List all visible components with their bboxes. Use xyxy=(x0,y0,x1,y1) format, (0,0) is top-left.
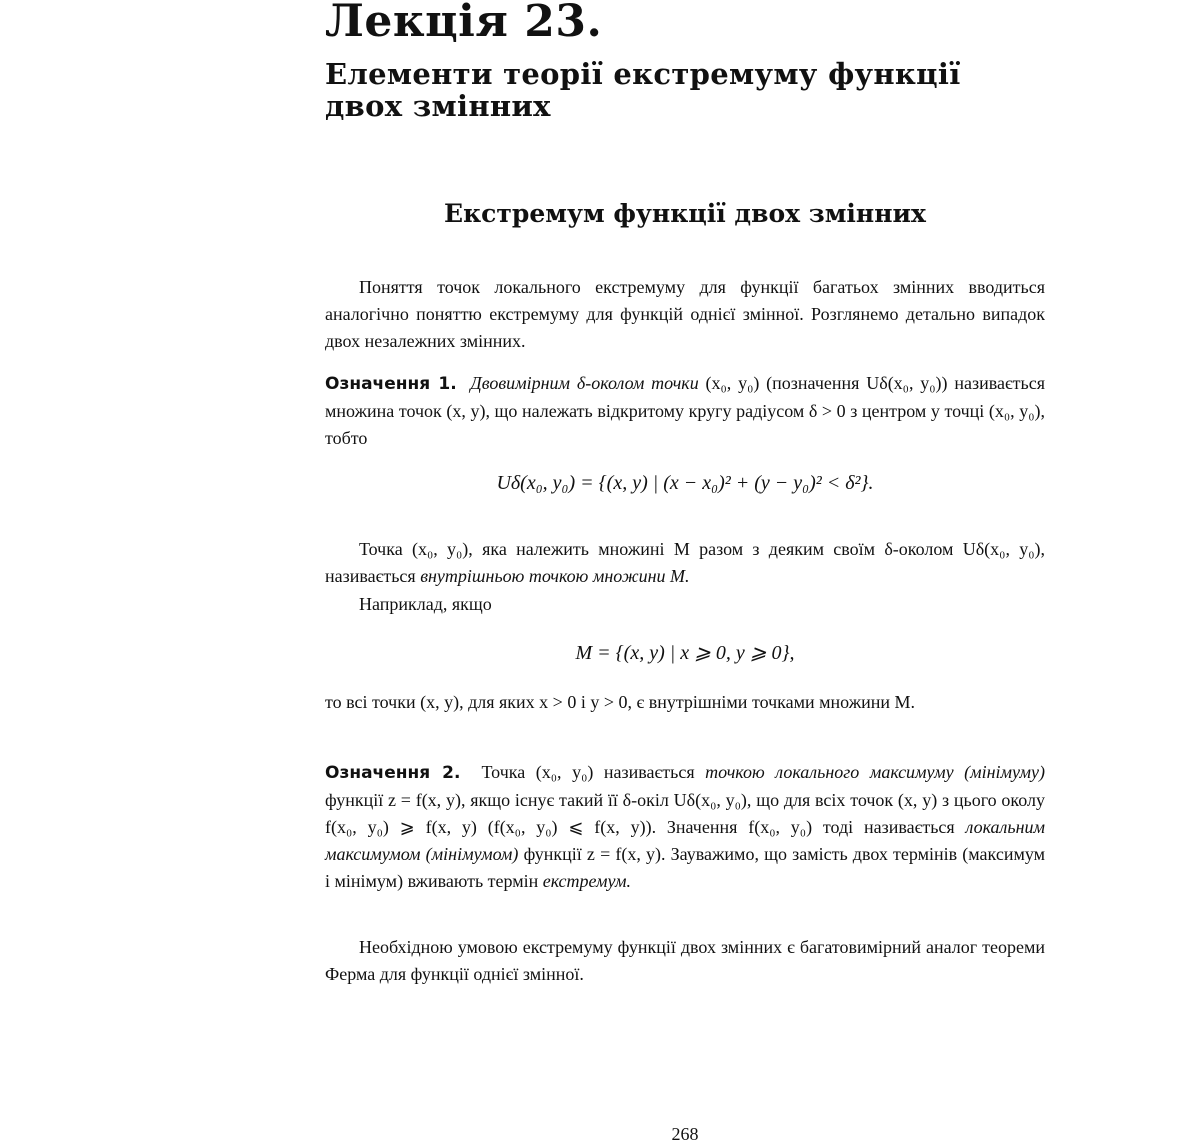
definition-2-term3: екстремум. xyxy=(542,871,632,891)
definition-2-part2: функції z = f(x, y), якщо існує такий її δ-окіл Uδ(x₀, y₀), що для всіх точок (x, y) з цього околу f(x₀, y₀) ⩾ f(x, y) (f(x₀, y₀) ⩽ f(x, y)). Значення f(x₀, y₀) тоді називається xyxy=(325,790,1045,837)
definition-1-text: (x₀, y₀) (позначення Uδ(x₀, y₀)) називається множина точок (x, y), що належать відкритому кругу радіусом δ > 0 з центром у точці (x₀, y₀), тобто xyxy=(325,373,1046,448)
neighborhood-formula: Uδ(x₀, y₀) = {(x, y) | (x − x₀)² + (y − y₀)² < δ²}. xyxy=(496,472,874,494)
interior-point-text: Точка (x₀, y₀), яка належить множині M разом з деяким своїм δ-околом Uδ(x₀, y₀), називається xyxy=(325,539,1045,586)
example-formula: M = {(x, y) | x ⩾ 0, y ⩾ 0}, xyxy=(575,642,795,664)
lecture-title: Лекція 23. xyxy=(325,0,603,47)
interior-point-term: внутрішньою точкою множини M. xyxy=(420,566,690,586)
lecture-subtitle: Елементи теорії екстремуму функції двох змінних xyxy=(325,57,961,123)
page-number: 268 xyxy=(671,1124,699,1144)
definition-2-term2: локальним максимумом (мінімумом) xyxy=(325,817,1045,864)
closing-paragraph: Необхідною умовою екстремуму функції двох змінних є багатовимірний аналог теореми Ферма для функції однієї змінної. xyxy=(325,937,1045,984)
interior-point-paragraph xyxy=(325,536,1045,590)
definition-1 xyxy=(325,370,1045,452)
section-title: Екстремум функції двох змінних xyxy=(444,199,926,228)
definition-1-term: Двовимірним δ-околом точки xyxy=(470,373,699,393)
definition-2 xyxy=(325,759,1045,895)
definition-2-label: Означення 2. xyxy=(325,763,461,783)
definition-2-part1: Точка (x₀, y₀) називається xyxy=(481,762,695,782)
definition-2-term1: точкою локального максимуму (мінімуму) xyxy=(705,762,1046,782)
intro-paragraph: Поняття точок локального екстремуму для функції багатьох змінних вводиться аналогічно поняттю екстремуму для функцій однієї змінної. Розглянемо детально випадок двох незалежних змінних. xyxy=(325,277,1045,351)
example-intro: Наприклад, якщо xyxy=(359,594,492,614)
definition-1-label: Означення 1. xyxy=(325,374,457,394)
example-conclusion: то всі точки (x, y), для яких x > 0 і y > 0, є внутрішніми точками множини M. xyxy=(325,692,916,712)
definition-2-part3: функції z = f(x, y). Зауважимо, що замість двох термінів (максимум і мінімум) вживають термін xyxy=(325,844,1045,891)
